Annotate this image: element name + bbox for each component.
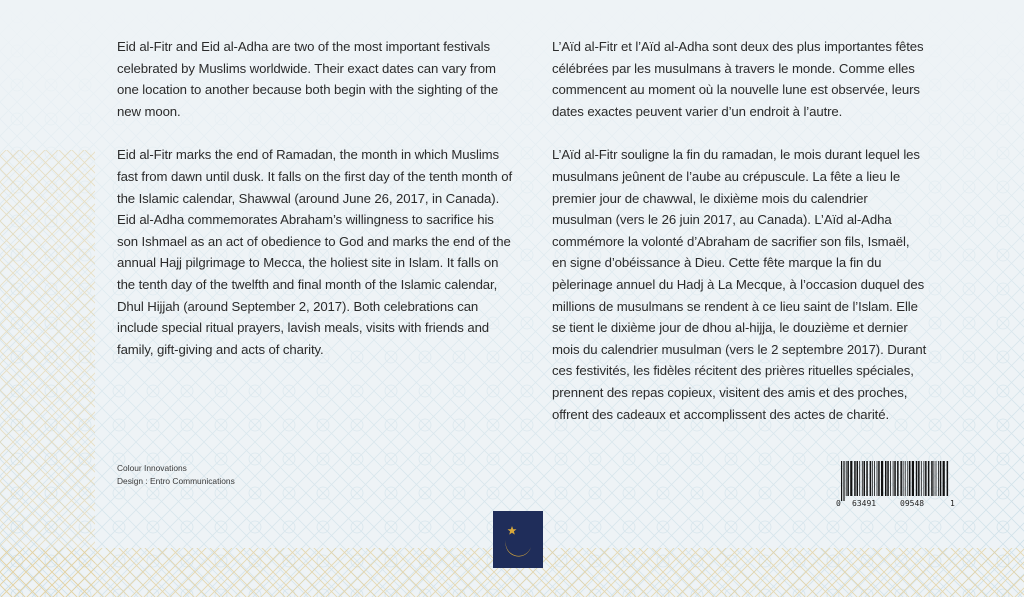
barcode-bar: [862, 461, 863, 496]
barcode-bar: [943, 461, 945, 496]
printer-credit: Colour Innovations: [117, 463, 187, 473]
barcode-guard-bar: [843, 461, 844, 501]
upc-barcode-icon: [836, 461, 956, 501]
barcode-check-digit: 1: [950, 499, 955, 508]
barcode-bar: [874, 461, 875, 496]
canada-post-logo: [493, 511, 543, 568]
barcode-bar: [894, 461, 896, 496]
barcode-bar: [931, 461, 933, 496]
barcode-bar: [924, 461, 925, 496]
barcode-bar: [903, 461, 904, 496]
barcode-bar: [893, 461, 894, 496]
barcode-bar: [925, 461, 927, 496]
crescent-and-star-icon: [493, 511, 543, 568]
english-text-column: [117, 36, 517, 382]
barcode-bar: [870, 461, 872, 496]
barcode-bar: [847, 461, 849, 496]
barcode-bar: [872, 461, 873, 496]
barcode-left-group: 63491: [852, 499, 877, 508]
english-paragraph-details: Eid al-Fitr marks the end of Ramadan, the month in which Muslims fast from dawn until dusk. It falls on the first day of the tenth month of the Islamic calendar, Shawwal (around June 26, 2017, in Canada). Eid al-Adha commemorates Abraham’s willingness to sacrifice his son Ishmael as an act of obedience to God and marks the end of the annual Hajj pilgrimage to Mecca, the holiest site in Islam. It falls on the tenth day of the twelfth and final month of the Islamic calendar, Dhul Hijjah (around September 2, 2017). Both celebrations can include special ritual prayers, lavish meals, visits with friends and family, gift-giving and acts of charity.: [117, 147, 513, 357]
barcode-bar: [890, 461, 891, 496]
barcode-bar: [928, 461, 930, 496]
barcode: [836, 461, 956, 513]
barcode-bar: [905, 461, 906, 496]
barcode-bar: [857, 461, 859, 496]
barcode-number: [836, 499, 956, 511]
barcode-bar: [947, 461, 949, 496]
barcode-bar: [897, 461, 899, 496]
barcode-bar: [938, 461, 939, 496]
barcode-right-group: 09548: [900, 499, 925, 508]
english-paragraph-intro: Eid al-Fitr and Eid al-Adha are two of the most important festivals celebrated by Muslims worldwide. Their exact dates can vary from one location to another because both begin with the sighting of the new moon.: [117, 39, 499, 119]
barcode-first-digit: 0: [836, 499, 841, 508]
barcode-bar: [877, 461, 878, 496]
barcode-bar: [854, 461, 856, 496]
barcode-bar: [921, 461, 922, 496]
design-credit: Design : Entro Communications: [117, 476, 235, 486]
barcode-bar: [864, 461, 866, 496]
barcode-bar: [846, 461, 847, 496]
french-paragraph-details: L’Aïd al-Fitr souligne la fin du ramadan, le mois durant lequel les musulmans jeûnent de l’aube au crépuscule. La fête a lieu le premier jour de chawwal, le dixième mois du calendrier musulman (vers le 26 juin 2017, au Canada). L’Aïd al-Adha commémore la volonté d’Abraham de sacrifier son fils, Ismaël, en signe d’obéissance à Dieu. Cette fête marque la fin du pèlerinage annuel du Hadj à La Mecque, à l’occasion duquel des millions de musulmans se rendent à ce lieu saint de l’Islam. Elle se tient le dixième jour de dhou al-hijja, le douzième et dernier mois du calendrier musulman (vers le 2 septembre 2017). Durant ces festivités, les fidèles récitent des prières rituelles spéciales, prennent des repas copieux, visitent des amis et des proches, offrent des cadeaux et accomplissent des actes de charité.: [552, 147, 927, 422]
barcode-bar: [881, 461, 883, 496]
barcode-bar: [907, 461, 908, 496]
barcode-bar: [918, 461, 920, 496]
barcode-bar: [885, 461, 887, 496]
barcode-bar: [887, 461, 889, 496]
barcode-bar: [940, 461, 942, 496]
barcode-bar: [900, 461, 902, 496]
barcode-bar: [916, 461, 918, 496]
barcode-bar: [936, 461, 937, 496]
barcode-bar: [909, 461, 911, 496]
french-paragraph-intro: L’Aïd al-Fitr et l’Aïd al-Adha sont deux des plus importantes fêtes célébrées par les musulmans à travers le monde. Comme elles commencent au moment où la nouvelle lune est observée, leurs dates exactes peuvent varier d’un endroit à l’autre.: [552, 39, 924, 119]
credits: [117, 462, 235, 488]
barcode-bar: [912, 461, 914, 496]
barcode-bar: [859, 461, 860, 496]
barcode-bar: [878, 461, 880, 496]
barcode-bar: [850, 461, 852, 496]
barcode-bar: [934, 461, 935, 496]
french-text-column: [552, 36, 927, 447]
barcode-guard-bar: [841, 461, 842, 501]
barcode-bar: [866, 461, 868, 496]
